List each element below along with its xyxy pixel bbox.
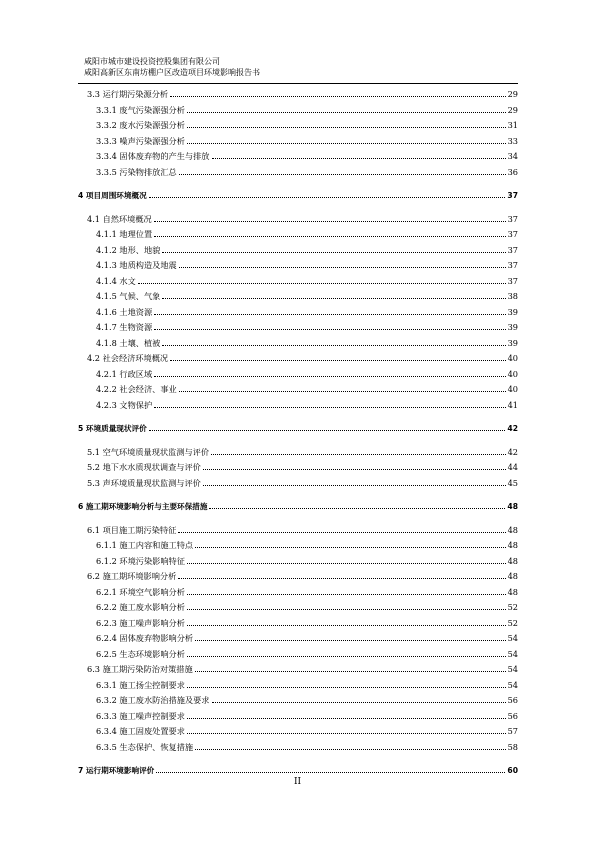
toc-entry-page: 39: [507, 322, 518, 332]
toc-entry-page: 37: [507, 229, 518, 239]
toc-entry-label: 6.1 项目施工期污染特征: [87, 524, 177, 535]
toc-entry-label: 4.1.5 气候、气象: [96, 291, 161, 301]
toc-entry[interactable]: [78, 693, 518, 709]
toc-entry-label: 6.2.3 施工噪声影响分析: [96, 617, 185, 628]
toc-entry[interactable]: [78, 600, 518, 616]
toc-dot-leader: [149, 197, 506, 198]
toc-dot-leader: [195, 547, 505, 548]
toc-entry[interactable]: [78, 724, 518, 740]
toc-entry-page: 29: [507, 104, 518, 115]
toc-entry-page: 54: [507, 679, 518, 690]
toc-entry-label: 6.3.5 生态保护、恢复措施: [96, 741, 194, 752]
toc-entry-label: 4.1.7 生物资源: [96, 322, 153, 332]
toc-entry-label: 3.3.3 噪声污染源强分析: [96, 135, 185, 146]
toc-dot-leader: [187, 718, 506, 719]
toc-entry[interactable]: [78, 165, 518, 181]
toc-entry-label: 6 施工期环境影响分析与主要环保措施: [78, 502, 208, 511]
toc-entry-page: 48: [507, 586, 518, 597]
header-report-title: 咸阳高新区东南坊棚户区改造项目环境影响报告书: [84, 68, 260, 77]
toc-entry-label: 4.2 社会经济环境概况: [87, 353, 169, 363]
toc-entry-label: 3.3.5 污染物排放汇总: [96, 166, 177, 177]
toc-dot-leader: [187, 625, 506, 626]
toc-entry-label: 4.1.8 土壤、植被: [96, 337, 161, 348]
toc-entry-label: 6.2.2 施工废水影响分析: [96, 602, 185, 612]
toc-entry-page: 56: [507, 695, 518, 705]
toc-entry[interactable]: [78, 118, 518, 134]
toc-entry-page: 52: [507, 617, 518, 628]
toc-entry[interactable]: [78, 445, 518, 461]
toc-entry[interactable]: [78, 476, 518, 492]
toc-dot-leader: [154, 407, 505, 408]
toc-entry-page: 54: [507, 648, 518, 659]
toc-entry[interactable]: [78, 631, 518, 647]
toc-entry-page: 52: [507, 602, 518, 612]
toc-entry-page: 37: [507, 191, 518, 200]
toc-entry-label: 3.3.1 废气污染源强分析: [96, 104, 185, 115]
toc-dot-leader: [156, 772, 505, 773]
toc-entry[interactable]: [78, 243, 518, 259]
toc-entry[interactable]: [78, 499, 518, 515]
toc-entry-page: 29: [507, 89, 518, 99]
toc-dot-leader: [212, 158, 506, 159]
toc-entry[interactable]: [78, 538, 518, 554]
toc-dot-leader: [179, 174, 506, 175]
toc-entry-page: 48: [507, 555, 518, 566]
toc-entry[interactable]: [78, 212, 518, 228]
toc-entry-label: 4.1.2 地形、地貌: [96, 244, 161, 255]
page-number: II: [293, 777, 302, 787]
toc-dot-leader: [187, 733, 506, 734]
toc-entry[interactable]: [78, 398, 518, 414]
toc-entry-page: 34: [507, 151, 518, 161]
toc-entry-page: 48: [507, 502, 518, 511]
toc-dot-leader: [187, 594, 506, 595]
toc-dot-leader: [211, 454, 506, 455]
toc-entry[interactable]: [78, 421, 518, 437]
toc-entry[interactable]: [78, 103, 518, 119]
toc-entry[interactable]: [78, 289, 518, 305]
toc-entry-page: 42: [507, 424, 518, 433]
toc-entry-label: 4 项目周围环境概况: [78, 191, 147, 200]
toc-entry-page: 31: [507, 120, 518, 130]
toc-entry-label: 6.3 施工期污染防治对策措施: [87, 664, 193, 674]
toc-dot-leader: [154, 329, 505, 330]
toc-entry-page: 56: [507, 710, 518, 721]
toc-entry-label: 5.3 声环境质量现状监测与评价: [87, 477, 201, 488]
toc-entry-label: 4.2.2 社会经济、事业: [96, 384, 177, 394]
toc-dot-leader: [187, 143, 506, 144]
toc-entry-page: 40: [507, 368, 518, 379]
toc-entry[interactable]: [78, 134, 518, 150]
toc-entry-page: 38: [507, 291, 518, 301]
toc-entry-label: 4.2.1 行政区域: [96, 368, 153, 379]
toc-entry[interactable]: [78, 382, 518, 398]
toc-entry-label: 3.3.2 废水污染源强分析: [96, 120, 185, 130]
toc-entry-page: 48: [507, 524, 518, 535]
toc-entry-page: 33: [507, 135, 518, 146]
toc-entry-label: 6.3.1 施工扬尘控制要求: [96, 679, 185, 690]
toc-entry-label: 5 环境质量现状评价: [78, 424, 147, 433]
toc-entry[interactable]: [78, 523, 518, 539]
toc-dot-leader: [209, 508, 505, 509]
toc-entry-page: 39: [507, 337, 518, 348]
toc-dot-leader: [154, 221, 506, 222]
toc-entry-label: 6.2.5 生态环境影响分析: [96, 648, 185, 659]
toc-dot-leader: [162, 298, 505, 299]
toc-entry-label: 6.1.1 施工内容和施工特点: [96, 540, 194, 550]
toc-entry[interactable]: [78, 367, 518, 383]
toc-entry-page: 54: [507, 664, 518, 674]
toc-dot-leader: [187, 609, 506, 610]
toc-entry[interactable]: [78, 647, 518, 663]
toc-entry[interactable]: [78, 351, 518, 367]
toc-entry-label: 6.2 施工期环境影响分析: [87, 571, 177, 581]
toc-entry-label: 4.1.6 土地资源: [96, 306, 153, 317]
toc-dot-leader: [178, 532, 505, 533]
toc-entry-label: 6.3.3 施工噪声控制要求: [96, 710, 185, 721]
toc-entry[interactable]: [78, 709, 518, 725]
toc-entry-page: 40: [507, 384, 518, 394]
table-of-contents: [78, 87, 518, 779]
toc-entry-label: 5.1 空气环境质量现状监测与评价: [87, 446, 210, 457]
toc-dot-leader: [149, 430, 506, 431]
toc-dot-leader: [212, 702, 506, 703]
toc-dot-leader: [154, 314, 505, 315]
toc-dot-leader: [203, 469, 506, 470]
toc-dot-leader: [162, 252, 505, 253]
toc-dot-leader: [187, 127, 506, 128]
toc-entry-page: 48: [507, 540, 518, 550]
toc-entry[interactable]: [78, 740, 518, 756]
toc-entry-label: 6.2.4 固体废弃物影响分析: [96, 633, 194, 643]
toc-entry-page: 36: [507, 166, 518, 177]
toc-dot-leader: [195, 671, 506, 672]
toc-dot-leader: [195, 640, 505, 641]
toc-dot-leader: [154, 236, 505, 237]
header-company: 咸阳市城市建设投资控股集团有限公司: [84, 57, 220, 66]
toc-entry-label: 6.3.4 施工固废处置要求: [96, 726, 185, 736]
toc-dot-leader: [138, 283, 506, 284]
toc-entry-label: 6.3.2 施工废水防治措施及要求: [96, 695, 210, 705]
toc-entry[interactable]: [78, 305, 518, 321]
toc-dot-leader: [170, 360, 505, 361]
toc-dot-leader: [178, 578, 505, 579]
toc-entry[interactable]: [78, 258, 518, 274]
header-rule: [78, 83, 518, 84]
toc-entry-label: 5.2 地下水水质现状调查与评价: [87, 462, 201, 472]
toc-entry[interactable]: [78, 569, 518, 585]
toc-entry-label: 4.1.1 地理位置: [96, 229, 153, 239]
toc-entry-page: 37: [507, 213, 518, 224]
toc-entry-page: 54: [507, 633, 518, 643]
toc-dot-leader: [195, 749, 505, 750]
toc-entry[interactable]: [78, 87, 518, 103]
toc-entry-page: 45: [507, 477, 518, 488]
toc-entry[interactable]: [78, 149, 518, 165]
toc-entry-label: 4.1.4 水文: [96, 275, 136, 286]
toc-entry-page: 37: [507, 244, 518, 255]
toc-entry-label: 3.3.4 固体废弃物的产生与排放: [96, 151, 210, 161]
toc-dot-leader: [179, 391, 506, 392]
toc-entry-page: 48: [507, 571, 518, 581]
toc-entry[interactable]: [78, 336, 518, 352]
toc-entry[interactable]: [78, 227, 518, 243]
page-header: [84, 56, 260, 78]
toc-dot-leader: [187, 563, 506, 564]
toc-entry[interactable]: [78, 188, 518, 204]
toc-entry-page: 44: [507, 462, 518, 472]
toc-entry-label: 4.1.3 地质构造及地震: [96, 260, 177, 270]
toc-entry-page: 37: [507, 260, 518, 270]
toc-entry[interactable]: [78, 662, 518, 678]
toc-dot-leader: [179, 267, 506, 268]
toc-dot-leader: [162, 345, 505, 346]
toc-dot-leader: [187, 656, 506, 657]
toc-entry[interactable]: [78, 554, 518, 570]
toc-entry-label: 7 运行期环境影响评价: [78, 766, 155, 775]
toc-entry-label: 4.2.3 文物保护: [96, 399, 153, 410]
toc-entry-label: 3.3 运行期污染源分析: [87, 89, 169, 99]
toc-entry-label: 6.2.1 环境空气影响分析: [96, 586, 185, 597]
toc-entry[interactable]: [78, 320, 518, 336]
toc-dot-leader: [203, 485, 506, 486]
toc-dot-leader: [154, 376, 505, 377]
toc-entry-page: 37: [507, 275, 518, 286]
toc-dot-leader: [187, 687, 506, 688]
toc-entry-page: 57: [507, 726, 518, 736]
toc-entry[interactable]: [78, 585, 518, 601]
toc-entry[interactable]: [78, 460, 518, 476]
toc-entry[interactable]: [78, 616, 518, 632]
toc-entry-page: 58: [507, 741, 518, 752]
toc-entry-label: 4.1 自然环境概况: [87, 213, 152, 224]
toc-entry-label: 6.1.2 环境污染影响特征: [96, 555, 185, 566]
toc-entry[interactable]: [78, 274, 518, 290]
toc-entry-page: 39: [507, 306, 518, 317]
toc-dot-leader: [170, 96, 505, 97]
toc-entry-page: 42: [507, 446, 518, 457]
toc-entry-page: 41: [507, 399, 518, 410]
toc-entry-page: 60: [507, 766, 518, 775]
toc-entry[interactable]: [78, 678, 518, 694]
toc-dot-leader: [187, 112, 506, 113]
toc-entry-page: 40: [507, 353, 518, 363]
